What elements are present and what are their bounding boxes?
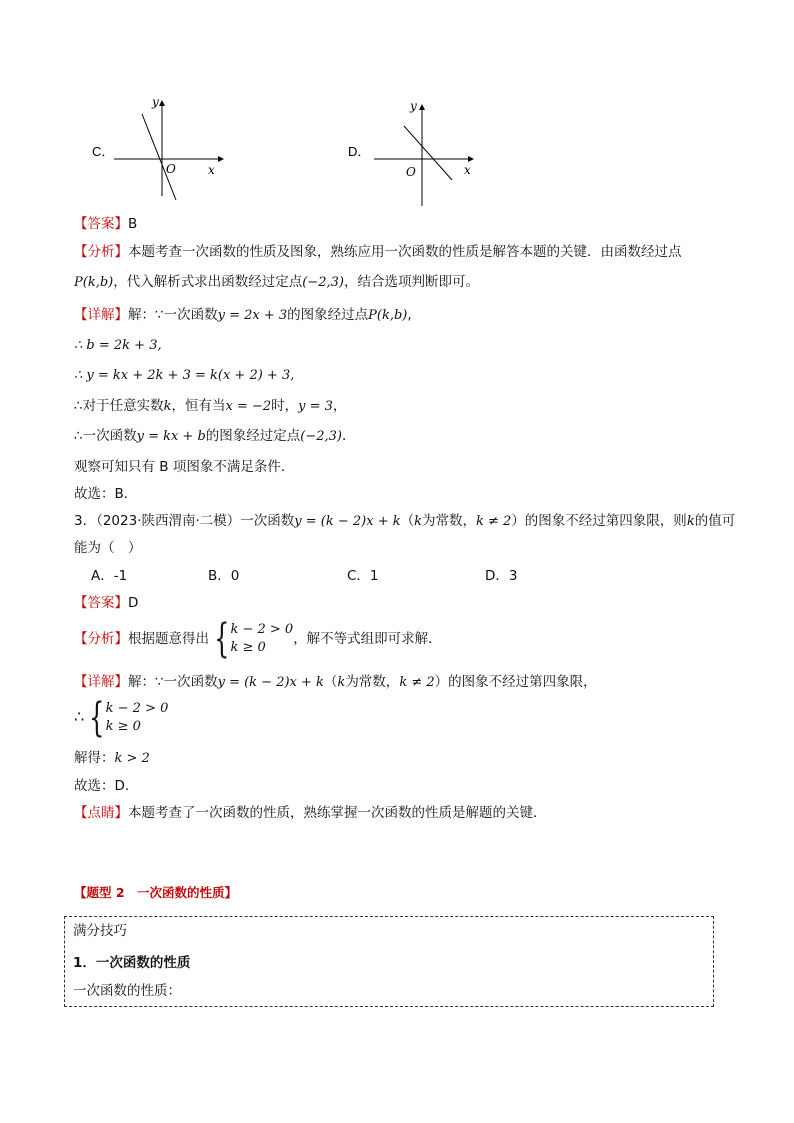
graph-d xyxy=(346,96,486,208)
q2-detail-passes: 的图象经过点 xyxy=(287,307,369,323)
q3-detail-tag: 【详解】 xyxy=(74,674,128,690)
q3-choose: 故选：D． xyxy=(74,778,139,794)
q3-stem-a: 3．（2023·陕西渭南·二模）一次函数 xyxy=(74,513,295,529)
q3-analysis-text-b: ，解不等式组即可求解． xyxy=(293,631,442,647)
q2-detail-4d: ， xyxy=(332,398,347,414)
q3-analysis xyxy=(74,616,442,662)
q2-detail-4x: x = −2 xyxy=(225,399,272,414)
q3-detail-a: 解：∵一次函数 xyxy=(128,674,218,690)
q3-option-b: B．0 xyxy=(208,568,240,584)
q3-analysis-tag: 【分析】 xyxy=(74,631,128,647)
q2-detail-because: ∵一次函数 xyxy=(155,307,218,323)
q2-detail-5a: ∴一次函数 xyxy=(74,428,137,444)
q3-analysis-ineq-1: k − 2 > 0 xyxy=(230,622,294,637)
q3-option-c: C．1 xyxy=(347,568,379,584)
graph-d-y-arrow xyxy=(419,104,425,110)
q3-stem-c: 为常数， xyxy=(422,513,476,529)
q3-option-a: A．-1 xyxy=(91,568,128,584)
graph-c-origin-label: O xyxy=(166,162,176,176)
q2-answer-tag: 【答案】 xyxy=(74,216,128,232)
q2-detail-5b: 的图象经过定点 xyxy=(205,428,301,444)
q3-detail-function: y = (k − 2)x + k xyxy=(217,675,324,690)
graph-c-y-label: y xyxy=(152,95,159,109)
q2-analysis-point-p: P(k,b) xyxy=(74,275,114,290)
q3-answer-value: D xyxy=(128,595,139,611)
q2-detail-5-point: (−2,3) xyxy=(300,429,343,444)
q3-detail-ineq-1: k − 2 > 0 xyxy=(105,701,169,716)
q3-detail-line-1 xyxy=(74,672,597,693)
q2-observe: 观察可知只有 B 项图象不满足条件． xyxy=(74,459,295,475)
graph-c-x-label: x xyxy=(208,163,215,177)
graph-c-function-line xyxy=(142,114,176,200)
q3-detail-d: ）的图象不经过第四象限， xyxy=(434,674,597,690)
q2-choose: 故选：B． xyxy=(74,486,138,502)
q3-detail-k: k xyxy=(337,675,346,690)
graph-d-label: D． xyxy=(348,144,371,159)
graph-d-origin-label: O xyxy=(406,165,416,179)
q2-detail-4a: ∴对于任意实数 xyxy=(74,398,164,414)
q2-detail-5-end: ． xyxy=(342,428,356,444)
q3-detail-system xyxy=(74,695,169,741)
q3-stem-b: （ xyxy=(400,513,415,529)
q2-analysis-text-2: ，代入解析式求出函数经过定点 xyxy=(113,274,303,290)
graph-c-x-arrow xyxy=(218,156,224,162)
q2-analysis-line-2 xyxy=(74,272,479,293)
q2-detail-4b: ，恒有当 xyxy=(171,398,226,414)
section-title: 【题型 2 一次函数的性质】 xyxy=(74,885,238,900)
q3-solve-label: 解得： xyxy=(74,750,115,766)
q2-analysis-text-3: ，结合选项判断即可。 xyxy=(343,274,479,290)
q3-stem-e: 的值可 xyxy=(694,513,736,529)
q3-option-d: D．3 xyxy=(485,568,518,584)
q3-answer xyxy=(74,593,138,613)
q2-detail-line-2: ∴ b = 2k + 3, xyxy=(74,338,162,353)
graph-d-x-label: x xyxy=(464,163,471,177)
graph-d-x-arrow xyxy=(468,156,474,162)
q2-analysis-text-1: 本题考查一次函数的性质及图象，熟练应用一次函数的性质是解答本题的关键．由函数经过点 xyxy=(128,244,682,260)
q3-detail-c: 为常数， xyxy=(345,674,400,690)
q3-detail-ne: k ≠ 2 xyxy=(399,675,435,690)
graph-d-y-label: y xyxy=(410,99,417,113)
q3-stem-ne: k ≠ 2 xyxy=(476,514,512,529)
q2-detail-line-1 xyxy=(74,305,412,326)
q3-detail-brace: { xyxy=(89,695,105,741)
tips-item-2: 一次函数的性质： xyxy=(73,983,181,999)
graph-c-y-arrow xyxy=(159,100,165,106)
q2-detail-line-5 xyxy=(74,426,356,447)
q2-detail-tag: 【详解】 xyxy=(74,307,128,323)
q3-stem-line-1 xyxy=(74,511,735,532)
tips-item-1: 1．一次函数的性质 xyxy=(73,955,191,971)
q3-therefore: ∴ xyxy=(74,707,85,726)
q3-analysis-ineq-2: k ≥ 0 xyxy=(230,640,266,655)
q2-detail-comma: , xyxy=(407,307,412,323)
tips-box xyxy=(64,916,714,1007)
q3-comment xyxy=(74,803,547,823)
q3-solve-result: k > 2 xyxy=(114,751,150,766)
q3-analysis-brace: { xyxy=(214,616,230,662)
tips-heading: 满分技巧 xyxy=(73,923,127,939)
q2-analysis-tag: 【分析】 xyxy=(74,244,128,260)
q3-stem-d: ）的图象不经过第四象限，则 xyxy=(511,513,687,529)
q3-detail-system-wrap xyxy=(84,695,169,741)
q3-solve xyxy=(74,748,150,769)
graph-c xyxy=(90,92,230,202)
q3-stem-k: k xyxy=(414,514,422,529)
q2-detail-point-p: P(k,b) xyxy=(368,308,408,323)
q3-answer-tag: 【答案】 xyxy=(74,595,128,611)
q3-detail-ineq-2: k ≥ 0 xyxy=(105,719,141,734)
q2-detail-solve: 解： xyxy=(128,307,155,323)
q3-analysis-text-a: 根据题意得出 xyxy=(128,631,209,647)
q2-detail-function: y = 2x + 3 xyxy=(217,308,288,323)
q2-answer xyxy=(74,214,137,234)
q2-detail-line-3: ∴ y = kx + 2k + 3 = k(x + 2) + 3, xyxy=(74,368,295,383)
q2-analysis-line-1 xyxy=(74,242,682,262)
q3-analysis-system xyxy=(209,616,294,662)
q2-answer-value: B xyxy=(128,216,138,232)
q2-analysis-fixed-point: (−2,3) xyxy=(302,275,344,290)
q3-stem-function: y = (k − 2)x + k xyxy=(294,514,401,529)
q2-detail-5-function: y = kx + b xyxy=(136,429,206,444)
q3-comment-tag: 【点睛】 xyxy=(74,805,128,821)
graph-c-label: C． xyxy=(92,144,115,159)
q2-detail-4y: y = 3 xyxy=(298,399,333,414)
q3-stem-k2: k xyxy=(686,514,695,529)
q3-comment-text: 本题考查了一次函数的性质，熟练掌握一次函数的性质是解题的关键． xyxy=(128,805,547,821)
q2-detail-line-4 xyxy=(74,396,346,417)
q2-detail-4c: 时， xyxy=(271,398,299,414)
q3-stem-line-2: 能为（ ） xyxy=(74,540,142,556)
q3-detail-b: （ xyxy=(323,674,338,690)
q2-detail-4k: k xyxy=(163,399,172,414)
